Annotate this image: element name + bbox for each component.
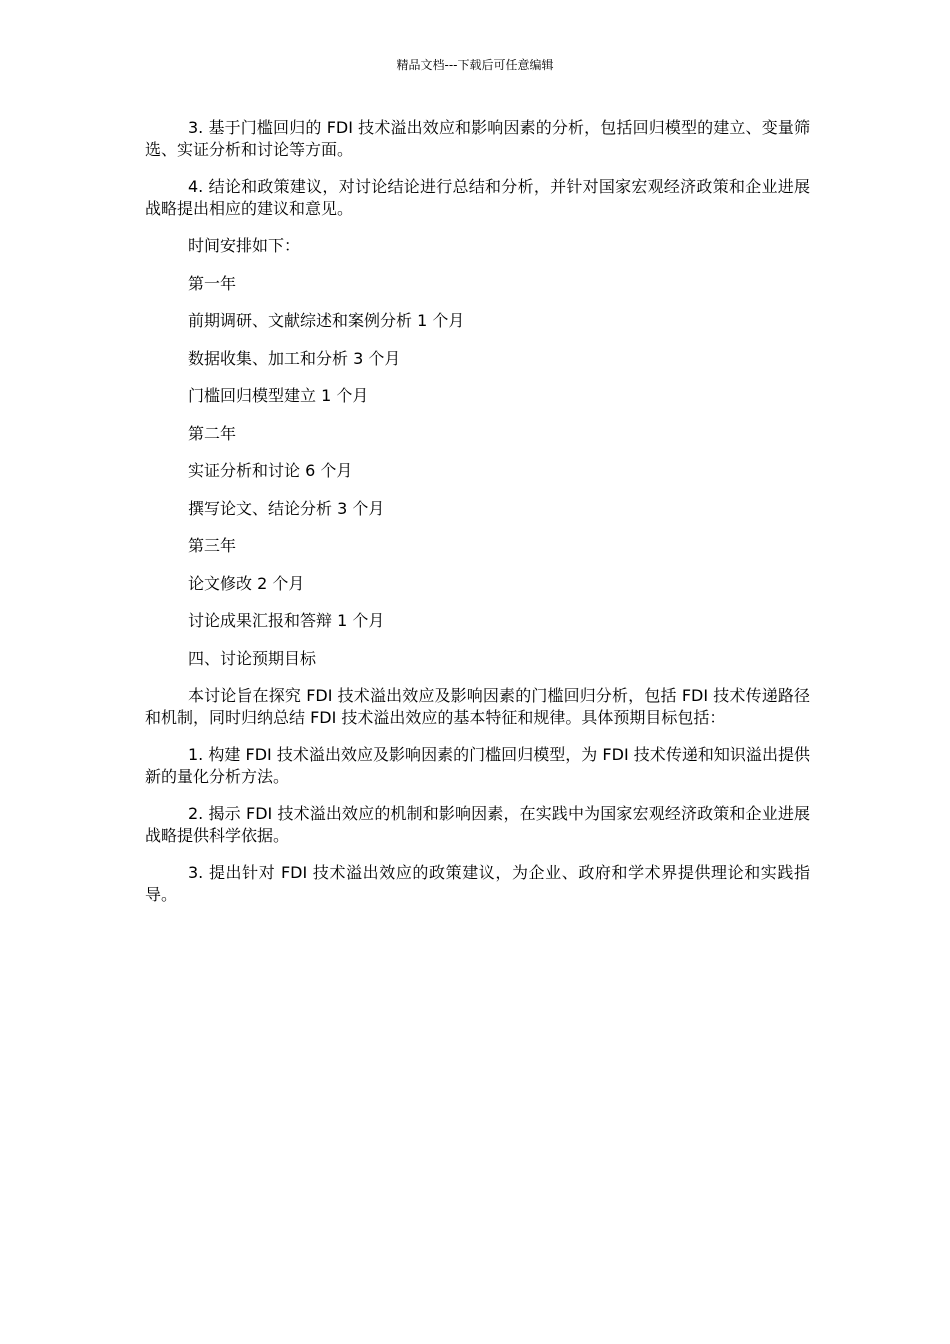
paragraph-goal-3: 3. 提出针对 FDI 技术溢出效应的政策建议，为企业、政府和学术界提供理论和实践指导。: [145, 863, 810, 904]
schedule-intro: 时间安排如下：: [188, 236, 301, 255]
document-body: [145, 117, 810, 921]
paragraph-goal-1: 1. 构建 FDI 技术溢出效应及影响因素的门槛回归模型，为 FDI 技术传递和知识溢出提供新的量化分析方法。: [145, 745, 810, 786]
section-heading: 四、讨论预期目标: [188, 648, 317, 668]
paragraph-goal-2: 2. 揭示 FDI 技术溢出效应的机制和影响因素，在实践中为国家宏观经济政策和企业进展战略提供科学依据。: [145, 804, 810, 845]
page-header: 精品文档---下载后可任意编辑: [396, 58, 554, 72]
schedule-item: 门槛回归模型建立 1 个月: [188, 386, 369, 405]
schedule-item: 讨论成果汇报和答辩 1 个月: [188, 611, 385, 630]
schedule-item: 撰写论文、结论分析 3 个月: [188, 498, 385, 518]
year-1-label: 第一年: [188, 273, 237, 293]
schedule-item: 数据收集、加工和分析 3 个月: [188, 348, 401, 368]
schedule-item: 实证分析和讨论 6 个月: [188, 461, 353, 480]
schedule-item: 前期调研、文献综述和案例分析 1 个月: [188, 311, 465, 330]
paragraph-goals-intro: 本讨论旨在探究 FDI 技术溢出效应及影响因素的门槛回归分析，包括 FDI 技术传递路径和机制，同时归纳总结 FDI 技术溢出效应的基本特征和规律。具体预期目标包括：: [145, 686, 810, 727]
year-2-label: 第二年: [188, 423, 237, 443]
paragraph-method-4: 4. 结论和政策建议，对讨论结论进行总结和分析，并针对国家宏观经济政策和企业进展战略提出相应的建议和意见。: [145, 177, 810, 218]
year-3-label: 第三年: [188, 536, 237, 555]
schedule-item: 论文修改 2 个月: [188, 573, 305, 593]
paragraph-method-3: 3. 基于门槛回归的 FDI 技术溢出效应和影响因素的分析，包括回归模型的建立、变量筛选、实证分析和讨论等方面。: [145, 118, 810, 159]
